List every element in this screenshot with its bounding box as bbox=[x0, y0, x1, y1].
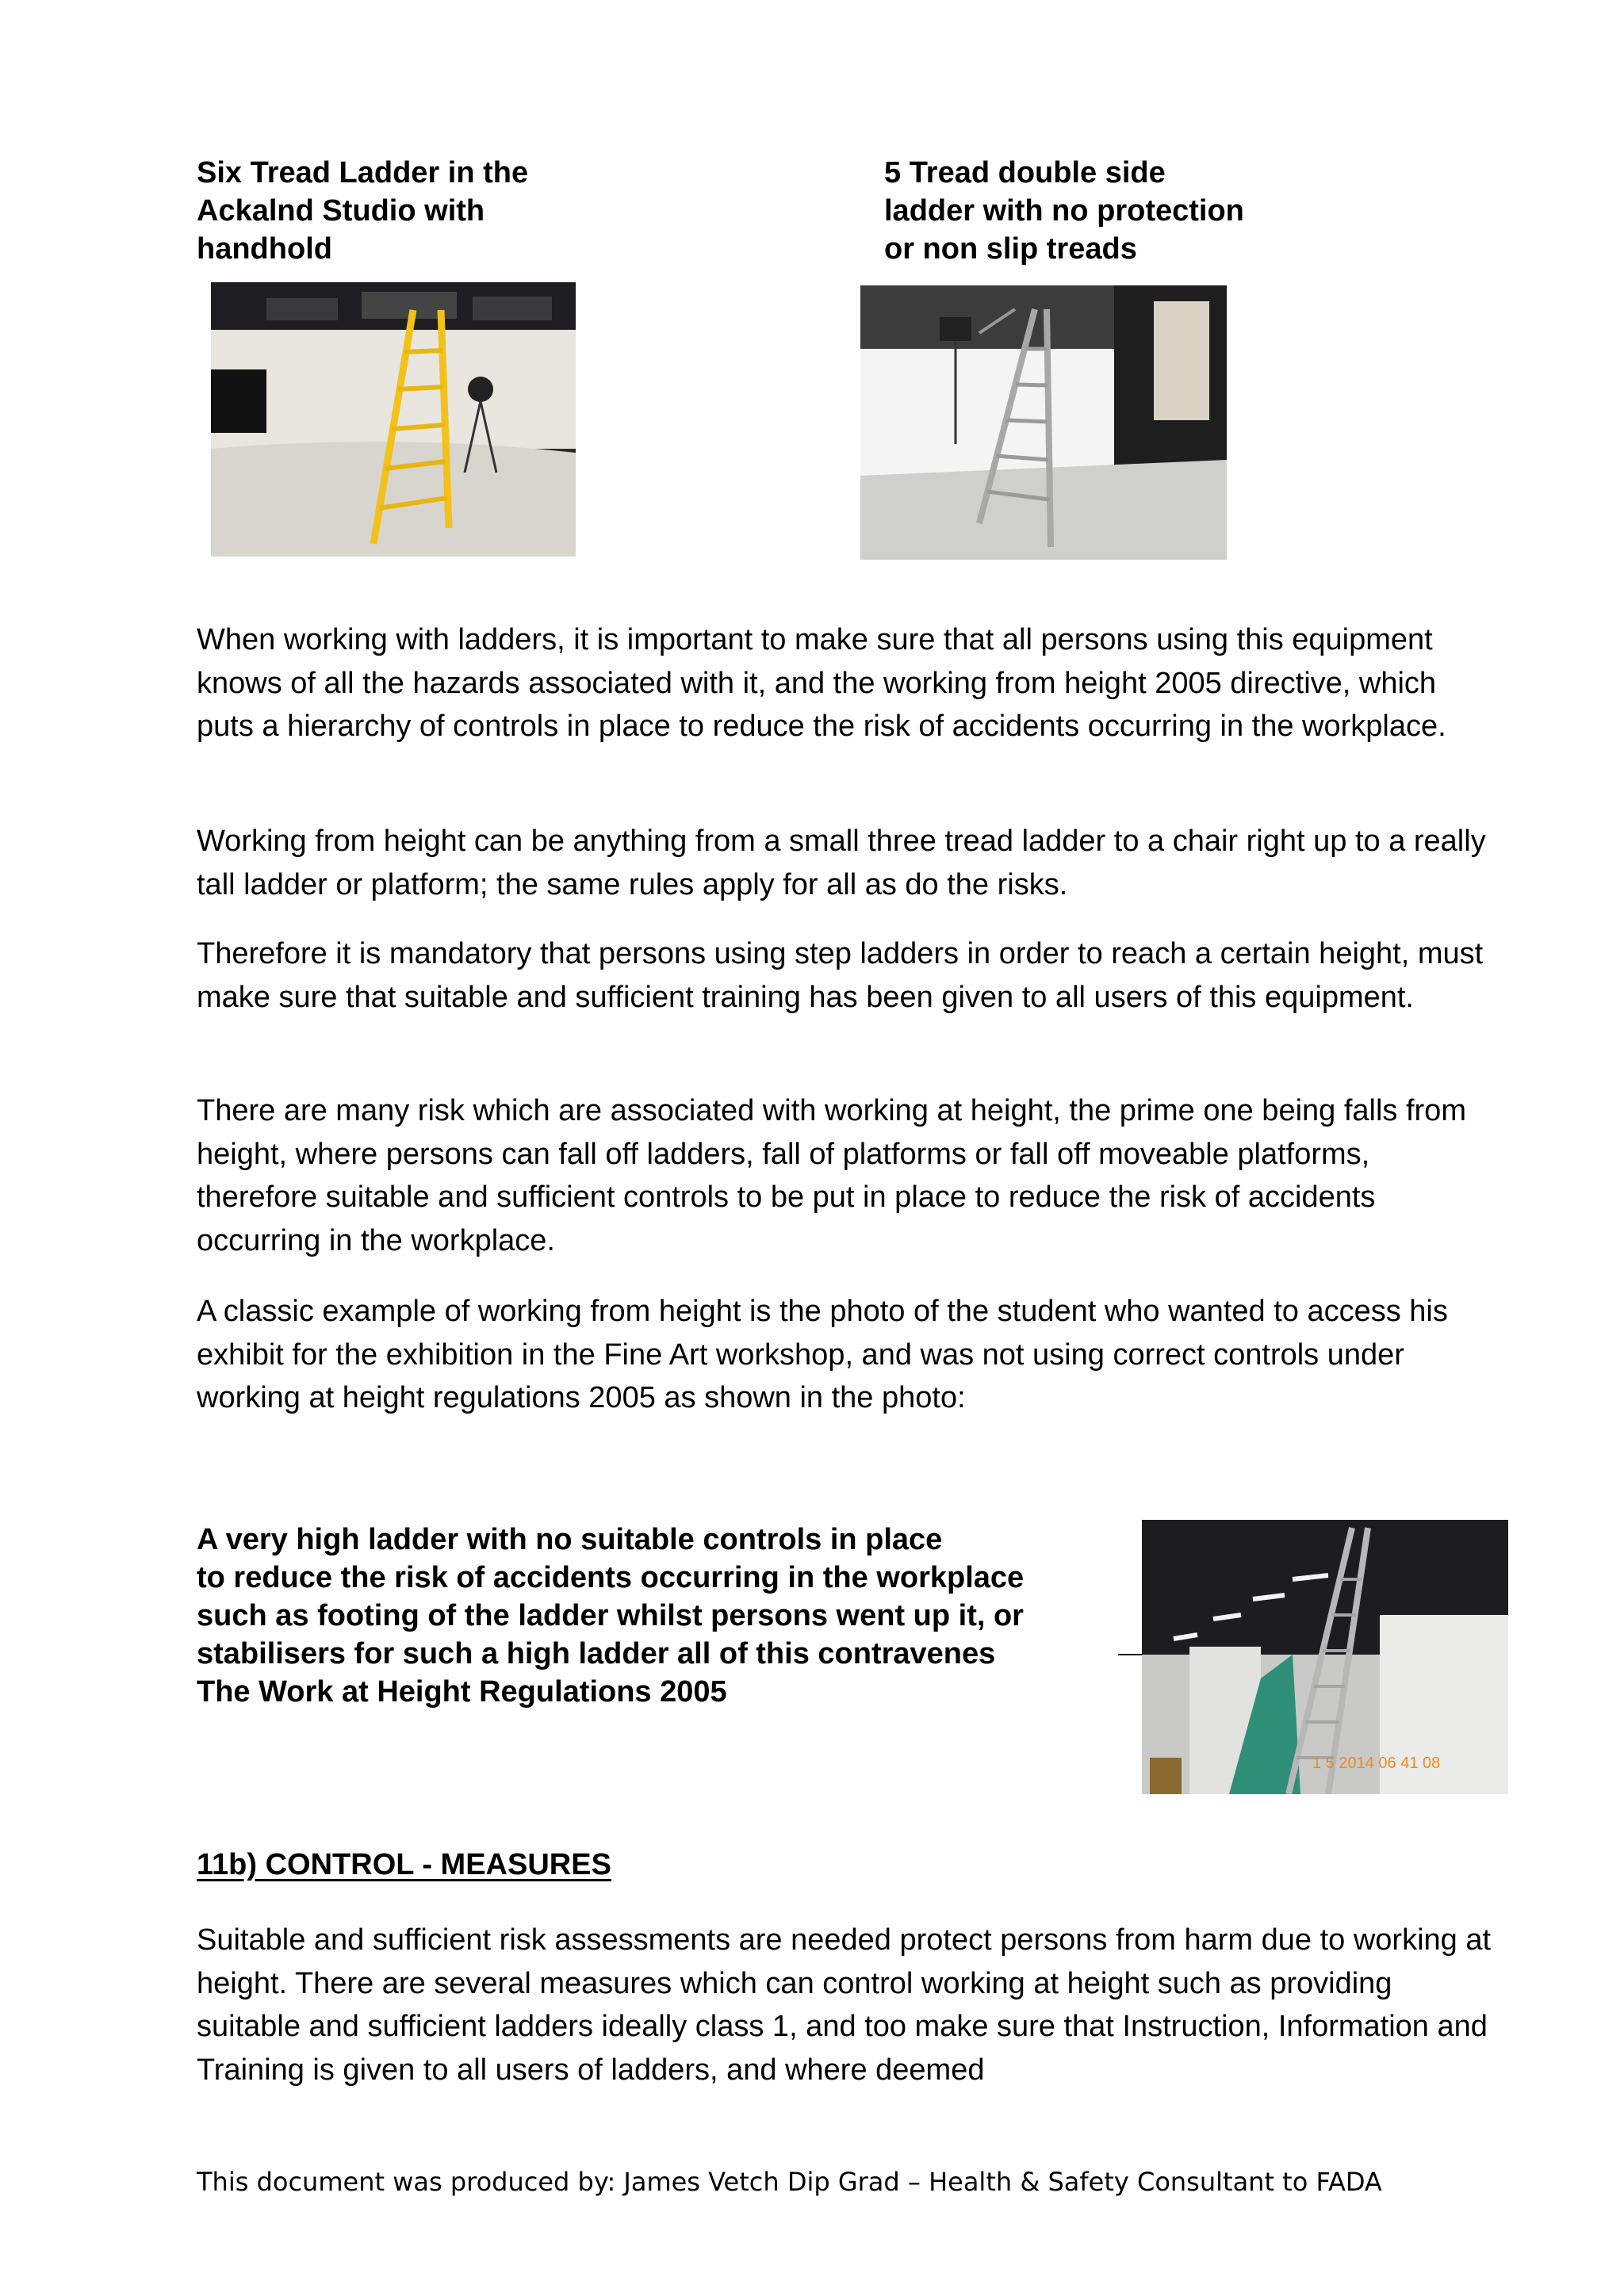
photo-caption-five-tread-ladder: 5 Tread double side ladder with no protection or non slip treads bbox=[884, 156, 1244, 266]
photo-high-ladder bbox=[1142, 1520, 1508, 1794]
paragraph-height-scope: Working from height can be anything from a small three tread ladder to a chair right up to a really tall ladder or platform; the same rules apply for all as do the risks. bbox=[197, 825, 1486, 901]
paragraph-control-measures: Suitable and sufficient risk assessments are needed protect persons from harm due to working at height. There are several measures which can control working at height such as providing suitable and sufficient ladders ideally class 1, and too make sure that Instruction, Information and Training is given to all users of ladders, and where deemed bbox=[197, 1923, 1492, 2087]
photo-caption-six-tread-ladder: Six Tread Ladder in the Ackalnd Studio with handhold bbox=[197, 156, 529, 266]
paragraph-risks-falls: There are many risk which are associated with working at height, the prime one being falls from height, where persons can fall off ladders, fall of platforms or fall off moveable platforms, therefore suitable and sufficient controls to be put in place to reduce the risk of accidents occurring in the workplace. bbox=[197, 1094, 1466, 1257]
paragraph-ladder-hazards: When working with ladders, it is important to make sure that all persons using this equipment knows of all the hazards associated with it, and the working from height 2005 directive, which puts a hierarchy of controls in place to reduce the risk of accidents occurring in the workplace. bbox=[197, 623, 1446, 743]
photo-six-tread-ladder bbox=[211, 282, 576, 557]
photo-caption-high-ladder: A very high ladder with no suitable controls in place to reduce the risk of accidents occurring in the workplace such as footing of the ladder whilst persons went up it, or stabilisers for such a high ladder all of this contravenes The Work at Height Regulations 2005 bbox=[197, 1523, 1025, 1709]
page-footer: This document was produced by: James Vetch Dip Grad – Health & Safety Consultant to FADA bbox=[197, 2167, 1382, 2197]
photo-timestamp: 1 5 2014 06 41 08 bbox=[1312, 1755, 1441, 1772]
paragraph-classic-example: A classic example of working from height is the photo of the student who wanted to access his exhibit for the exhibition in the Fine Art workshop, and was not using correct controls under working at height regulations 2005 as shown in the photo: bbox=[197, 1295, 1448, 1414]
paragraph-training-mandatory: Therefore it is mandatory that persons using step ladders in order to reach a certain height, must make sure that suitable and sufficient training has been given to all users of this equipment. bbox=[197, 937, 1484, 1014]
photo-five-tread-ladder bbox=[860, 285, 1227, 560]
section-heading-control-measures: 11b) CONTROL - MEASURES bbox=[197, 1848, 611, 1881]
